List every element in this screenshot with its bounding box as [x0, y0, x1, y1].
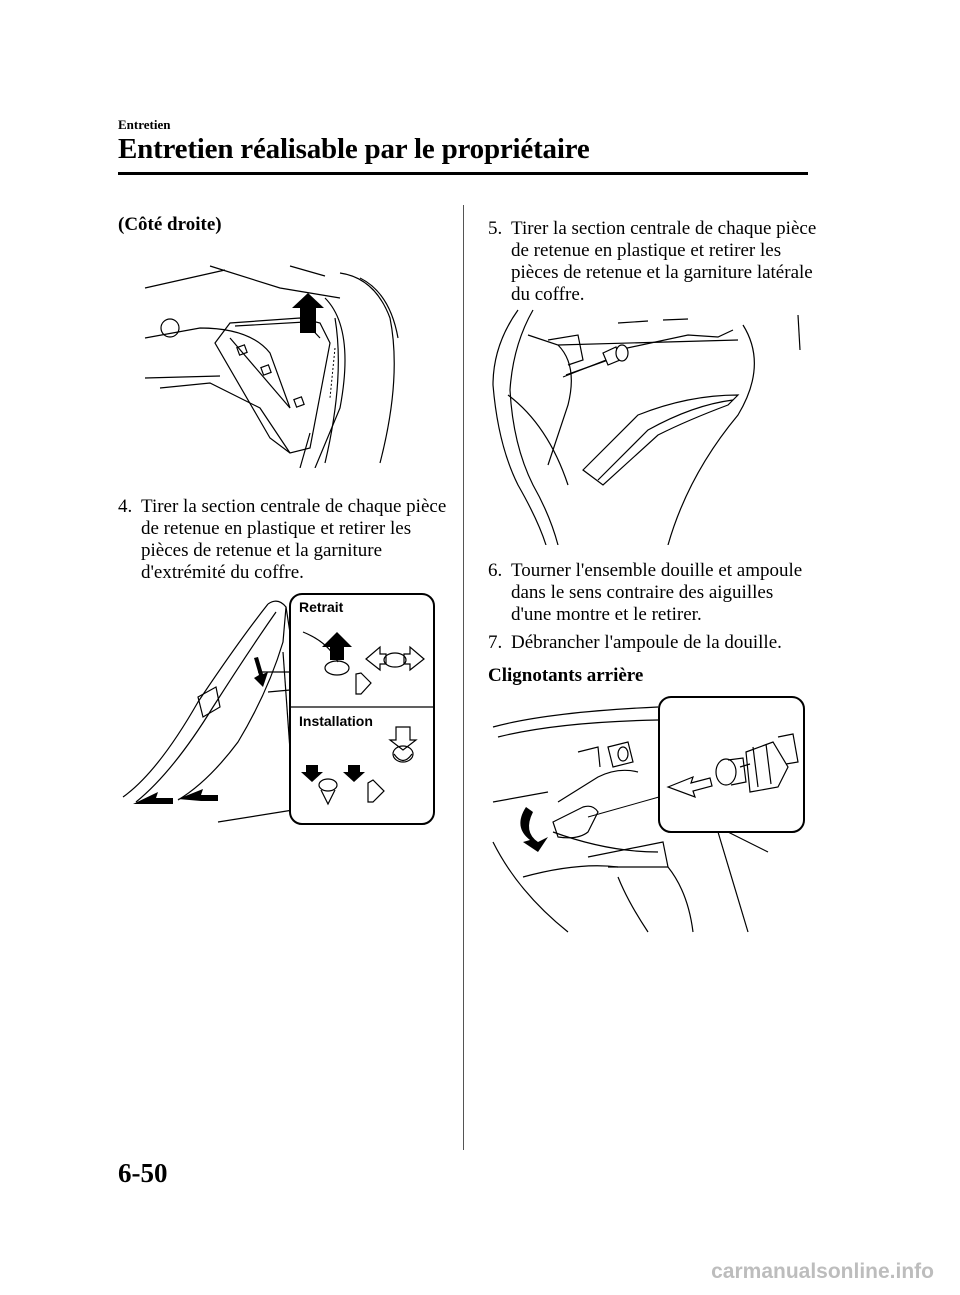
- step-4: [118, 496, 448, 584]
- step-6-number: 6.: [488, 560, 503, 581]
- illustration-trunk-right-side: [140, 258, 420, 468]
- step-7-text: Débrancher l'ampoule de la douille.: [511, 632, 782, 653]
- section-label: Entretien: [118, 117, 171, 132]
- step-7: [488, 632, 818, 654]
- illustration-trunk-side-trim: [488, 305, 813, 545]
- subheading-clignotants-arriere: Clignotants arrière: [488, 665, 644, 686]
- title-rule: [118, 172, 808, 175]
- step-5-text: Tirer la section centrale de chaque pièce de retenue en plastique et retirer les pièces de retenue et la garniture latérale du coffre.: [511, 218, 817, 305]
- column-divider: [463, 205, 464, 1150]
- page-title: Entretien réalisable par le propriétaire: [118, 133, 590, 165]
- inset-label-installation: Installation: [299, 713, 373, 729]
- step-6: [488, 560, 818, 626]
- illustration-trunk-end-trim: [118, 592, 438, 832]
- illustration-rear-turn-signal: [488, 692, 810, 937]
- watermark: carmanualsonline.info: [711, 1260, 934, 1283]
- step-4-number: 4.: [118, 496, 133, 517]
- step-7-number: 7.: [488, 632, 503, 653]
- subheading-cote-droite: (Côté droite): [118, 214, 222, 235]
- page-number: 6-50: [118, 1158, 168, 1188]
- step-6-text: Tourner l'ensemble douille et ampoule dans le sens contraire des aiguilles d'une montre et le retirer.: [511, 560, 803, 625]
- step-4-text: Tirer la section centrale de chaque pièce de retenue en plastique et retirer les pièces de retenue et la garniture d'extrémité du coffre.: [141, 496, 447, 583]
- inset-label-retrait: Retrait: [299, 599, 344, 615]
- step-5: [488, 218, 818, 306]
- step-5-number: 5.: [488, 218, 503, 239]
